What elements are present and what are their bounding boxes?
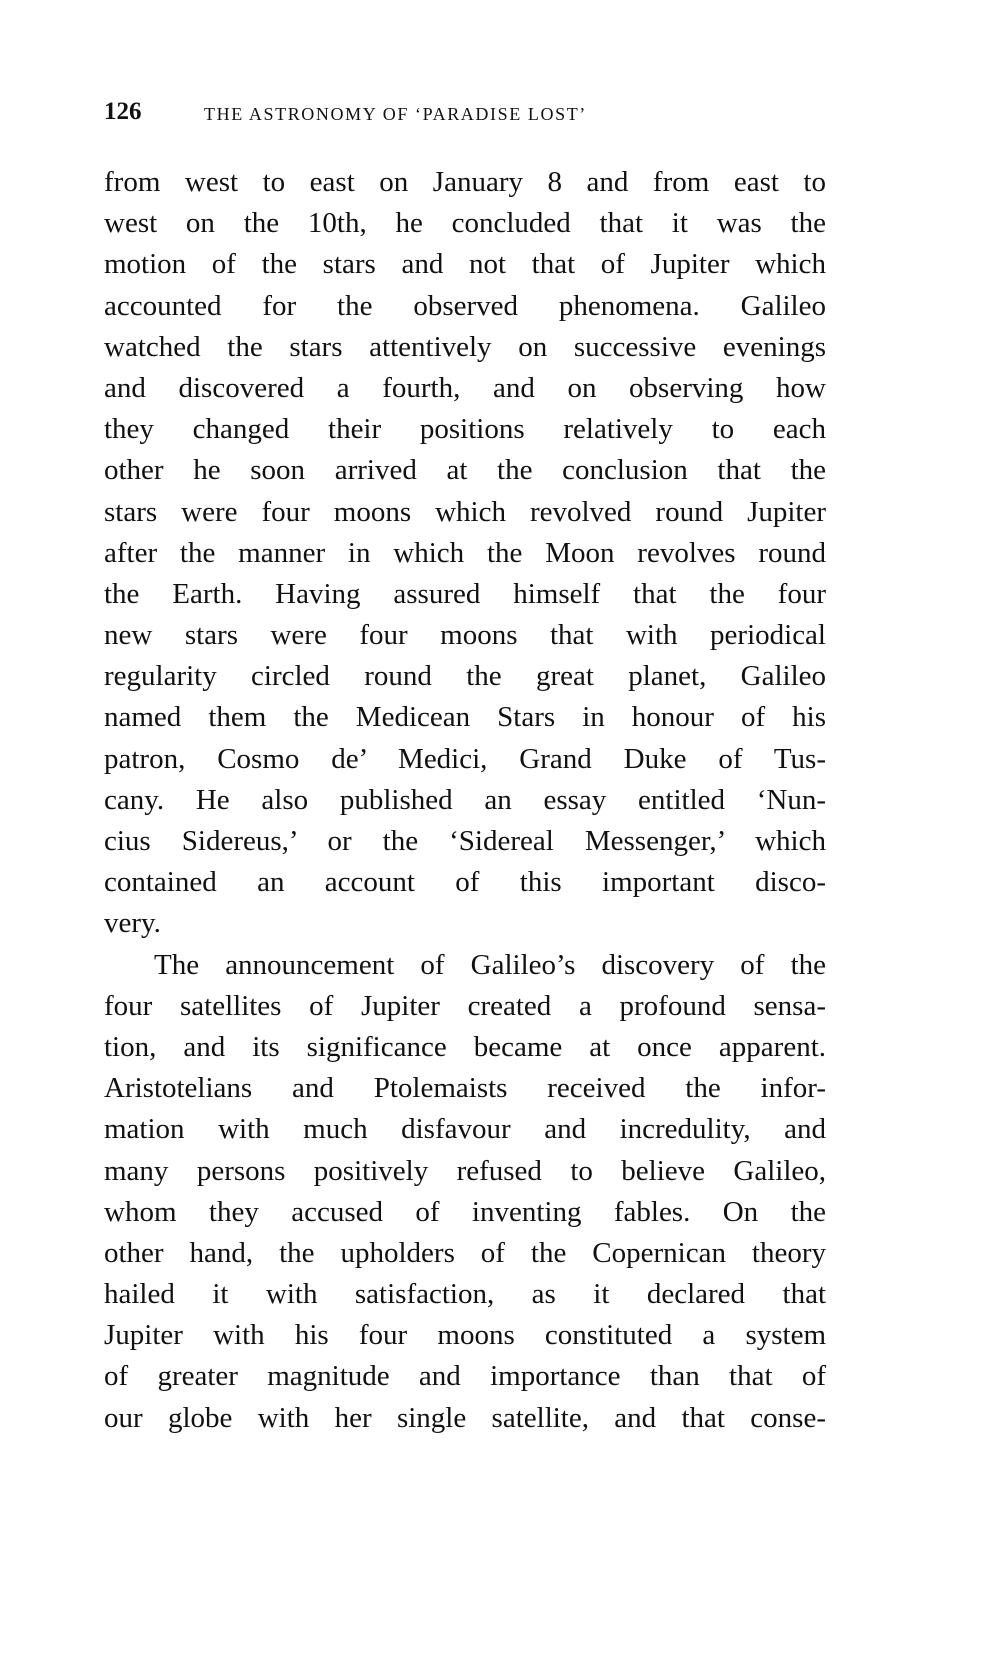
text-line: stars were four moons which revolved round Jupiter [104, 495, 826, 528]
text-line: after the manner in which the Moon revolves round [104, 536, 826, 569]
running-title: THE ASTRONOMY OF ‘PARADISE LOST’ [204, 104, 587, 124]
paragraph-2 [104, 945, 826, 1439]
text-line: of greater magnitude and importance than that of [104, 1360, 826, 1393]
text-line: The announcement of Galileo’s discovery of the [154, 948, 826, 981]
text-line: other hand, the upholders of the Copernican theory [104, 1236, 826, 1269]
text-line: motion of the stars and not that of Jupiter which [104, 248, 826, 281]
text-line: named them the Medicean Stars in honour of his [104, 701, 826, 734]
text-line: they changed their positions relatively to each [104, 413, 826, 446]
text-line: cius Sidereus,’ or the ‘Sidereal Messenger,’ which [104, 825, 826, 857]
text-line: west on the 10th, he concluded that it was the [104, 207, 826, 240]
text-line: from west to east on January 8 and from east to [104, 166, 826, 198]
text-line: tion, and its significance became at once apparent. [104, 1030, 826, 1063]
text-line: new stars were four moons that with periodical [104, 619, 826, 652]
text-line: patron, Cosmo de’ Medici, Grand Duke of Tus- [104, 742, 826, 775]
text-line: accounted for the observed phenomena. Galileo [104, 289, 826, 322]
text-line: many persons positively refused to believe Galileo, [104, 1154, 826, 1187]
text-line: regularity circled round the great planet, Galileo [104, 660, 826, 693]
text-line: mation with much disfavour and incredulity, and [104, 1113, 826, 1146]
text-line: watched the stars attentively on successive evenings [104, 330, 826, 363]
text-line: very. [104, 907, 161, 940]
text-line: hailed it with satisfaction, as it declared that [104, 1278, 826, 1311]
text-line: and discovered a fourth, and on observing how [104, 371, 826, 404]
paragraph-1 [104, 162, 826, 945]
text-line: contained an account of this important disco- [104, 866, 826, 899]
text-line: four satellites of Jupiter created a profound sensa- [104, 989, 826, 1022]
text-line: cany. He also published an essay entitled ‘Nun- [104, 783, 826, 816]
page-body [104, 162, 826, 1439]
page-header [104, 98, 834, 138]
text-line: other he soon arrived at the conclusion that the [104, 454, 826, 487]
text-line: our globe with her single satellite, and that conse- [104, 1401, 826, 1434]
text-line: Aristotelians and Ptolemaists received the infor- [104, 1072, 826, 1105]
text-line: whom they accused of inventing fables. On the [104, 1195, 826, 1228]
text-line: Jupiter with his four moons constituted a system [104, 1319, 826, 1352]
text-line: the Earth. Having assured himself that the four [104, 577, 826, 610]
page-number: 126 [104, 98, 142, 125]
